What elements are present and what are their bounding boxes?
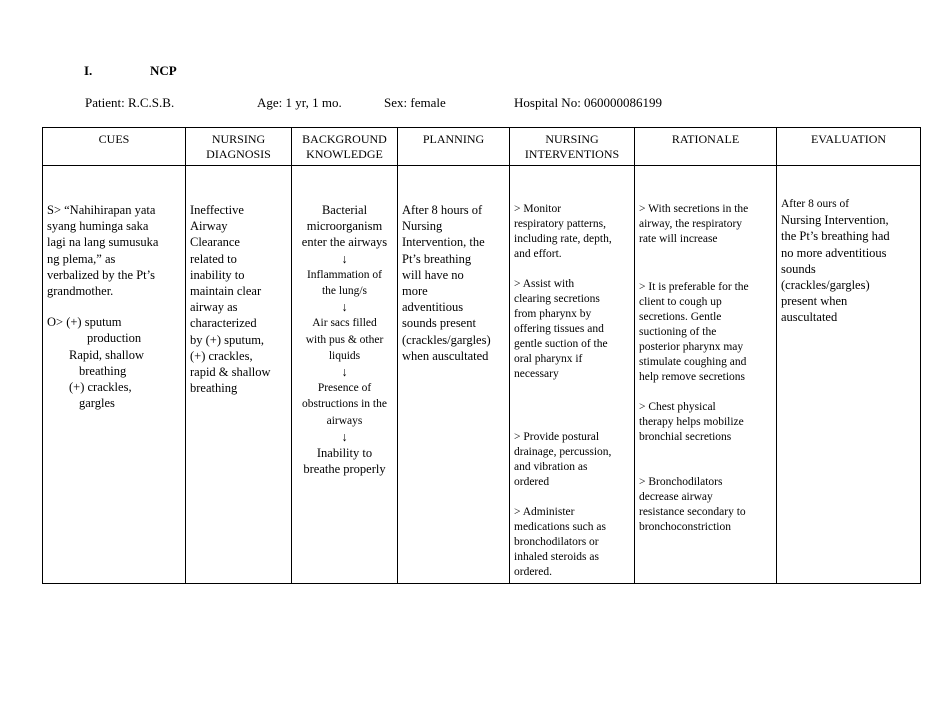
cues-cell bbox=[43, 166, 186, 584]
cue-line: (+) crackles, bbox=[69, 380, 132, 395]
rationale-line: > Chest physical bbox=[639, 401, 716, 413]
cue-line: production bbox=[87, 331, 142, 346]
diagnosis-line: breathing bbox=[190, 381, 238, 396]
rationale-line: suctioning of the bbox=[639, 326, 717, 338]
patient-sex: Sex: female bbox=[384, 95, 446, 110]
rationale-line: > It is preferable for the bbox=[639, 281, 749, 293]
rationale-line: bronchial secretions bbox=[639, 431, 732, 443]
planning-line: (crackles/gargles) bbox=[402, 332, 491, 347]
patient-age: Age: 1 yr, 1 mo. bbox=[257, 95, 342, 110]
background-line: Inflammation of bbox=[306, 268, 383, 281]
header-rationale bbox=[635, 128, 777, 166]
diagnosis-line: inability to bbox=[190, 267, 245, 282]
header-line: RATIONALE bbox=[671, 132, 740, 146]
planning-line: adventitious bbox=[402, 300, 464, 315]
ncp-table bbox=[42, 127, 921, 584]
rationale-line: > With secretions in the bbox=[639, 203, 749, 215]
evaluation-line: sounds bbox=[781, 261, 816, 276]
diagnosis-line: characterized bbox=[190, 316, 257, 331]
header-line: INTERVENTIONS bbox=[524, 147, 620, 161]
interventions-cell bbox=[510, 166, 635, 584]
intervention-line: > Provide postural bbox=[514, 431, 600, 443]
intervention-line: bronchodilators or bbox=[514, 536, 599, 548]
intervention-line: oral pharynx if bbox=[514, 353, 583, 365]
header-line: KNOWLEDGE bbox=[306, 147, 383, 161]
section-number: I. bbox=[84, 63, 93, 78]
diagnosis-cell bbox=[186, 166, 292, 584]
background-line: Bacterial bbox=[321, 203, 368, 217]
table-row bbox=[43, 166, 921, 584]
cue-line: grandmother. bbox=[47, 284, 114, 299]
cue-line: ng plema,” as bbox=[47, 251, 116, 266]
evaluation-line: auscultated bbox=[781, 310, 838, 325]
background-line: airways bbox=[326, 414, 363, 427]
intervention-line: necessary bbox=[514, 368, 559, 380]
intervention-line: > Monitor bbox=[514, 203, 562, 215]
down-arrow-icon: ↓ bbox=[341, 300, 348, 315]
background-line: the lung/s bbox=[321, 285, 368, 298]
rationale-line: posterior pharynx may bbox=[639, 341, 744, 353]
background-line: Presence of bbox=[317, 382, 372, 395]
intervention-line: medications such as bbox=[514, 521, 606, 533]
rationale-line: stimulate coughing and bbox=[639, 356, 747, 368]
evaluation-line: After 8 ours of bbox=[781, 198, 850, 210]
planning-line: will have no bbox=[402, 267, 464, 282]
rationale-line: bronchoconstriction bbox=[639, 521, 731, 533]
hospital-number: Hospital No: 060000086199 bbox=[514, 95, 663, 110]
background-line: enter the airways bbox=[301, 235, 388, 250]
rationale-line: secretions. Gentle bbox=[639, 311, 722, 323]
planning-line: Nursing bbox=[402, 219, 443, 234]
header-nursing-diagnosis bbox=[186, 128, 292, 166]
rationale-cell bbox=[635, 166, 777, 584]
rationale-line: therapy helps mobilize bbox=[639, 416, 744, 428]
planning-cell bbox=[398, 166, 510, 584]
rationale-line: > Bronchodilators bbox=[639, 476, 723, 488]
background-line: obstructions in the bbox=[302, 398, 387, 411]
diagnosis-line: by (+) sputum, bbox=[190, 332, 265, 347]
cue-line: lagi na lang sumusuka bbox=[47, 235, 159, 250]
header-line: PLANNING bbox=[422, 132, 485, 146]
intervention-line: > Assist with bbox=[514, 278, 575, 290]
rationale-line: rate will increase bbox=[639, 233, 718, 245]
header-line: CUES bbox=[98, 132, 130, 146]
diagnosis-line: rapid & shallow bbox=[190, 365, 271, 380]
planning-line: Pt’s breathing bbox=[402, 251, 472, 266]
evaluation-line: Nursing Intervention, bbox=[781, 213, 889, 228]
background-line: breathe properly bbox=[303, 462, 386, 477]
intervention-line: including rate, depth, bbox=[514, 233, 612, 245]
intervention-line: > Administer bbox=[514, 506, 575, 518]
planning-line: when auscultated bbox=[402, 348, 489, 363]
intervention-line: offering tissues and bbox=[514, 323, 604, 335]
cue-line: syang huminga saka bbox=[47, 219, 149, 234]
diagnosis-line: maintain clear bbox=[190, 284, 262, 299]
down-arrow-icon: ↓ bbox=[341, 365, 348, 380]
diagnosis-line: Airway bbox=[190, 219, 228, 234]
rationale-line: help remove secretions bbox=[639, 371, 746, 383]
header-line: NURSING bbox=[545, 132, 599, 146]
background-line: with pus & other bbox=[305, 333, 384, 346]
intervention-line: ordered bbox=[514, 476, 550, 488]
header-evaluation bbox=[777, 128, 921, 166]
cue-line: breathing bbox=[79, 363, 127, 378]
intervention-line: gentle suction of the bbox=[514, 338, 608, 350]
background-line: microorganism bbox=[306, 219, 383, 234]
intervention-line: respiratory patterns, bbox=[514, 218, 606, 230]
diagnosis-line: related to bbox=[190, 251, 237, 266]
rationale-line: decrease airway bbox=[639, 491, 713, 503]
intervention-line: ordered. bbox=[514, 566, 552, 578]
header-line: NURSING bbox=[211, 132, 266, 146]
cue-line: S> “Nahihirapan yata bbox=[47, 203, 156, 217]
evaluation-line: (crackles/gargles) bbox=[781, 278, 870, 293]
planning-line: more bbox=[402, 284, 428, 299]
evaluation-line: present when bbox=[781, 294, 848, 309]
intervention-line: clearing secretions bbox=[514, 293, 600, 305]
planning-line: sounds present bbox=[402, 316, 476, 331]
header-background-knowledge bbox=[292, 128, 398, 166]
evaluation-line: no more adventitious bbox=[781, 245, 887, 260]
planning-line: After 8 hours of bbox=[402, 203, 483, 217]
section-title: NCP bbox=[150, 63, 177, 78]
header-line: EVALUATION bbox=[810, 132, 887, 146]
down-arrow-icon: ↓ bbox=[341, 251, 348, 266]
intervention-line: inhaled steroids as bbox=[514, 551, 599, 563]
header-line: DIAGNOSIS bbox=[206, 147, 271, 161]
header-cues bbox=[43, 128, 186, 166]
header-planning bbox=[398, 128, 510, 166]
cue-line: O> (+) sputum bbox=[47, 315, 122, 330]
cue-line: Rapid, shallow bbox=[69, 347, 144, 362]
diagnosis-line: (+) crackles, bbox=[190, 348, 253, 363]
planning-line: Intervention, the bbox=[402, 235, 485, 250]
header-row bbox=[43, 128, 921, 166]
cue-line: gargles bbox=[79, 396, 115, 411]
diagnosis-line: Clearance bbox=[190, 235, 240, 250]
patient-name: Patient: R.C.S.B. bbox=[85, 95, 175, 110]
background-line: Air sacs filled bbox=[312, 317, 377, 330]
background-line: Inability to bbox=[316, 446, 373, 461]
background-cell bbox=[292, 166, 398, 584]
cue-line: verbalized by the Pt’s bbox=[47, 267, 155, 282]
diagnosis-line: airway as bbox=[190, 300, 238, 315]
intervention-line: from pharynx by bbox=[514, 308, 592, 320]
rationale-line: resistance secondary to bbox=[639, 506, 746, 518]
down-arrow-icon: ↓ bbox=[341, 429, 348, 444]
header-line: BACKGROUND bbox=[302, 132, 387, 146]
background-line: liquids bbox=[328, 349, 361, 362]
intervention-line: and effort. bbox=[514, 248, 562, 260]
rationale-line: airway, the respiratory bbox=[639, 218, 743, 230]
intervention-line: and vibration as bbox=[514, 461, 588, 473]
header-nursing-interventions bbox=[510, 128, 635, 166]
diagnosis-line: Ineffective bbox=[190, 203, 244, 217]
intervention-line: drainage, percussion, bbox=[514, 446, 612, 458]
evaluation-cell bbox=[777, 166, 921, 584]
evaluation-line: the Pt’s breathing had bbox=[781, 229, 890, 244]
rationale-line: client to cough up bbox=[639, 296, 722, 308]
